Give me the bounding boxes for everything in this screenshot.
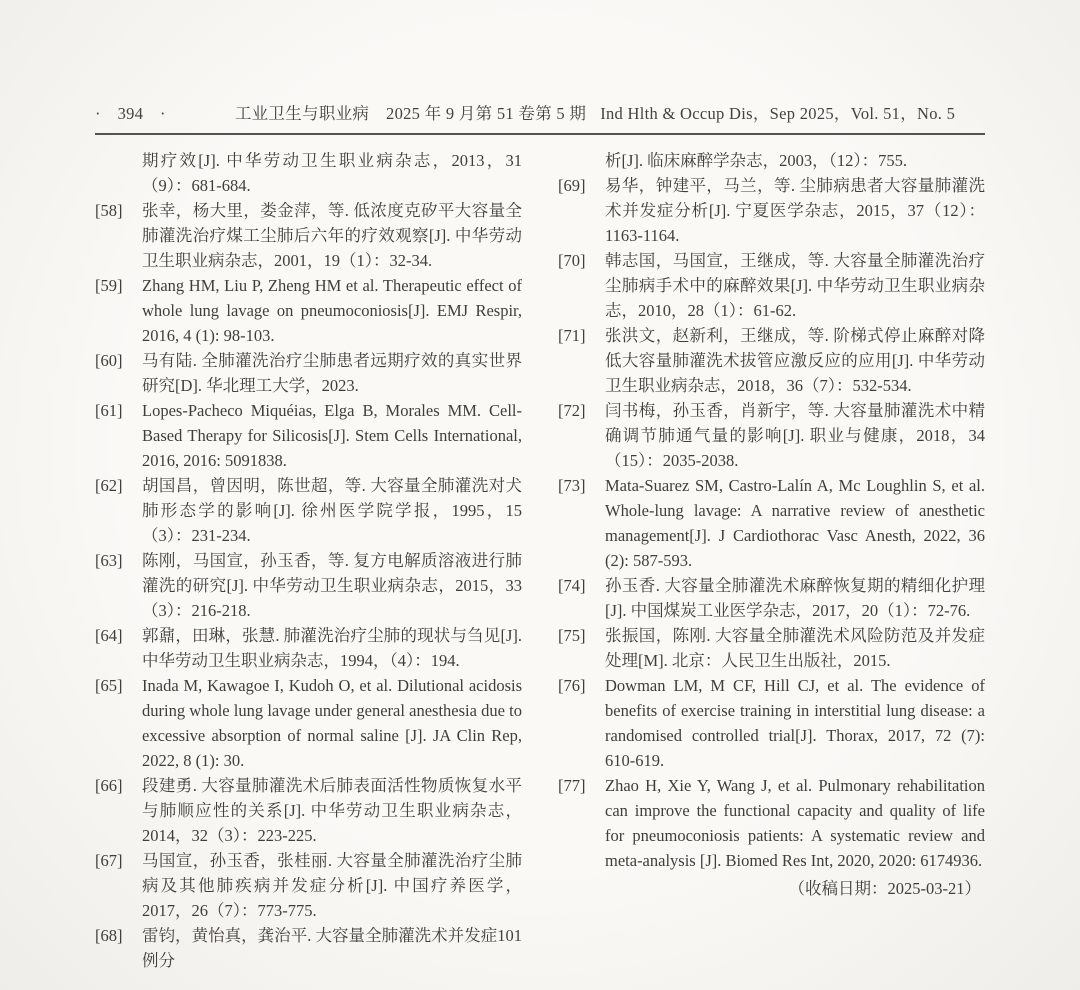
reference-text: Inada M, Kawagoe I, Kudoh O, et al. Dilutional acidosis during whole lung lavage under general anesthesia due to excessive absorption of normal saline [J]. JA Clin Rep, 2022, 8 (1): 30. (142, 676, 522, 770)
references-section (95, 148, 985, 973)
reference-number: [69] (558, 176, 586, 195)
reference-item (95, 548, 522, 623)
reference-item (558, 323, 985, 398)
reference-number: [73] (558, 476, 586, 495)
reference-item (95, 623, 522, 673)
reference-item (95, 848, 522, 923)
references-right-column (558, 148, 985, 973)
reference-number: [70] (558, 251, 586, 270)
reference-number: [61] (95, 401, 123, 420)
reference-number (558, 148, 598, 173)
reference-number: [68] (95, 926, 123, 945)
reference-text: Lopes-Pacheco Miquéias, Elga B, Morales MM. Cell-Based Therapy for Silicosis[J]. Stem Cells International, 2016, 2016: 5091838. (142, 401, 522, 470)
reference-number: [77] (558, 776, 586, 795)
reference-item (558, 623, 985, 673)
reference-text: 马有陆. 全肺灌洗治疗尘肺患者远期疗效的真实世界研究[D]. 华北理工大学，2023. (142, 351, 522, 395)
reference-number: [67] (95, 851, 123, 870)
reference-number: [76] (558, 676, 586, 695)
reference-text: 张振国，陈刚. 大容量全肺灌洗术风险防范及并发症处理[M]. 北京：人民卫生出版社，2015. (605, 626, 985, 670)
reference-text: 陈刚，马国宣，孙玉香，等. 复方电解质溶液进行肺灌洗的研究[J]. 中华劳动卫生职业病杂志，2015，33（3）：216-218. (142, 551, 522, 620)
reference-item (558, 573, 985, 623)
reference-number: [74] (558, 576, 586, 595)
reference-item (558, 148, 985, 173)
reference-item (95, 148, 522, 198)
reference-text: 雷钧，黄怡真，龚治平. 大容量全肺灌洗术并发症101例分 (142, 926, 522, 970)
reference-item (95, 923, 522, 973)
reference-number: [71] (558, 326, 586, 345)
reference-item (95, 473, 522, 548)
reference-item (95, 198, 522, 273)
reference-text: 郭鼐，田琳，张慧. 肺灌洗治疗尘肺的现状与刍见[J]. 中华劳动卫生职业病杂志，1994，（4）：194. (142, 626, 522, 670)
reference-text: 析[J]. 临床麻醉学杂志，2003，（12）：755. (605, 151, 908, 170)
reference-number: [58] (95, 201, 123, 220)
reference-number: [64] (95, 626, 123, 645)
page-header (95, 100, 985, 124)
reference-text: 期疗效[J]. 中华劳动卫生职业病杂志，2013，31（9）：681-684. (142, 151, 522, 195)
running-head (205, 100, 985, 124)
reference-text: 易华，钟建平，马兰，等. 尘肺病患者大容量肺灌洗术并发症分析[J]. 宁夏医学杂志，2015，37（12）：1163-1164. (605, 176, 985, 245)
reference-text: 韩志国，马国宣，王继成，等. 大容量全肺灌洗治疗尘肺病手术中的麻醉效果[J]. 中华劳动卫生职业病杂志，2010，28（1）：61-62. (605, 251, 985, 320)
reference-item (558, 473, 985, 573)
reference-item (558, 248, 985, 323)
reference-item (95, 773, 522, 848)
reference-number: [62] (95, 476, 123, 495)
reference-number: [60] (95, 351, 123, 370)
reference-number: [65] (95, 676, 123, 695)
reference-text: 胡国昌，曾因明，陈世超，等. 大容量全肺灌洗对犬肺形态学的影响[J]. 徐州医学院学报，1995，15（3）：231-234. (142, 476, 522, 545)
reference-number: [75] (558, 626, 586, 645)
header-rule (95, 133, 985, 135)
reference-text: 孙玉香. 大容量全肺灌洗术麻醉恢复期的精细化护理[J]. 中国煤炭工业医学杂志，2017，20（1）：72-76. (605, 576, 985, 620)
reference-text: Mata-Suarez SM, Castro-Lalín A, Mc Loughlin S, et al. Whole-lung lavage: A narrative review of anesthetic management[J]. J Cardiothorac Vasc Anesth, 2022, 36 (2): 587-593. (605, 476, 985, 570)
references-left-column (95, 148, 522, 973)
reference-item (558, 173, 985, 248)
reference-text: 张洪文，赵新利，王继成，等. 阶梯式停止麻醉对降低大容量肺灌洗术拔管应激反应的应用[J]. 中华劳动卫生职业病杂志，2018，36（7）：532-534. (605, 326, 985, 395)
received-date: （收稿日期：2025-03-21） (788, 879, 981, 898)
reference-item (558, 773, 985, 873)
reference-text: 张幸，杨大里，娄金萍，等. 低浓度克矽平大容量全肺灌洗治疗煤工尘肺后六年的疗效观察[J]. 中华劳动卫生职业病杂志，2001，19（1）：32-34. (142, 201, 522, 270)
reference-text: Dowman LM, M CF, Hill CJ, et al. The evidence of benefits of exercise training in interstitial lung disease: a randomised controlled trial[J]. Thorax, 2017, 72 (7): 610-619. (605, 676, 985, 770)
reference-text: Zhao H, Xie Y, Wang J, et al. Pulmonary rehabilitation can improve the functional capacity and quality of life for pneumoconiosis patients: A systematic review and meta-analysis [J]. Biomed Res Int, 2020, 2020: 6174936. (605, 776, 985, 870)
reference-item (558, 673, 985, 773)
reference-item (95, 673, 522, 773)
reference-number: [72] (558, 401, 586, 420)
reference-number: [63] (95, 551, 123, 570)
reference-item (95, 273, 522, 348)
reference-text: 闫书梅，孙玉香，肖新宇，等. 大容量肺灌洗术中精确调节肺通气量的影响[J]. 职业与健康，2018，34（15）：2035-2038. (605, 401, 985, 470)
reference-text: 马国宣，孙玉香，张桂丽. 大容量全肺灌洗治疗尘肺病及其他肺疾病并发症分析[J]. 中国疗养医学，2017，26（7）：773-775. (142, 851, 522, 920)
reference-item (95, 348, 522, 398)
reference-text: Zhang HM, Liu P, Zheng HM et al. Therapeutic effect of whole lung lavage on pneumoconiosis[J]. EMJ Respir, 2016, 4 (1): 98-103. (142, 276, 522, 345)
journal-title-en: Ind Hlth & Occup Dis，Sep 2025，Vol. 51，No. 5 (600, 104, 956, 123)
reference-item (558, 398, 985, 473)
reference-number: [66] (95, 776, 123, 795)
reference-text: 段建勇. 大容量肺灌洗术后肺表面活性物质恢复水平与肺顺应性的关系[J]. 中华劳动卫生职业病杂志，2014，32（3）：223-225. (142, 776, 522, 845)
reference-number: [59] (95, 276, 123, 295)
reference-item (95, 398, 522, 473)
reference-number (95, 148, 135, 198)
page-number: · 394 · (95, 104, 166, 123)
journal-title-cn: 工业卫生与职业病 2025 年 9 月第 51 卷第 5 期 (234, 104, 587, 123)
